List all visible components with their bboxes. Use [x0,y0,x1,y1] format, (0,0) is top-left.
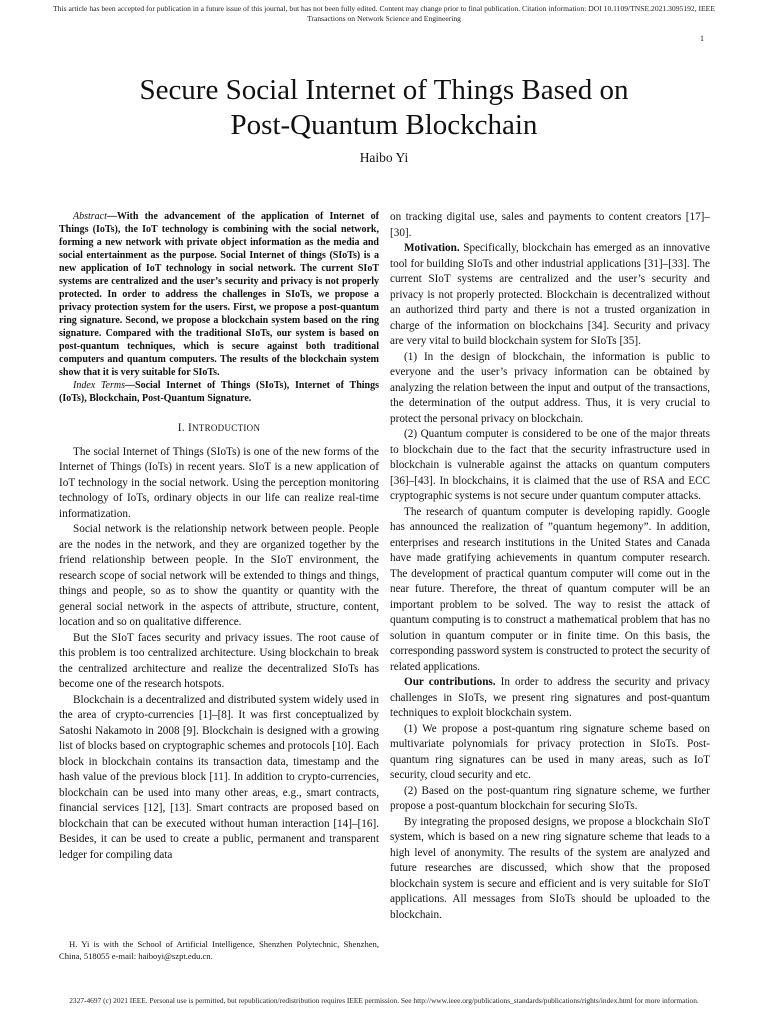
section-title: NTRODUCTION [191,423,261,433]
index-terms-label: Index Terms [73,380,126,391]
abstract-label: Abstract [73,211,107,222]
abstract-text: —With the advancement of the application of Internet of Things (IoTs), the IoT technology is combining with the social network, forming a new network with private object information as the media and social entertainment as the purpose. Social Internet of things (SIoTs) is a new application of IoT technology in social network. The current SIoT systems are centralized and the user’s security and privacy is not properly protected. In order to address the challenges in SIoTs, we propose a privacy protection system for the users. First, we propose a post-quantum ring signature. Second, we propose a blockchain system based on the ring signature. Compared with the traditional SIoTs, our system is based on post-quantum techniques, which is secure against both traditional computers and quantum computers. The results of the blockchain system show that it is very suitable for SIoTs. [59,211,379,378]
continued-paragraph: on tracking digital use, sales and payments to content creators [17]–[30]. [390,211,710,239]
contribution-1: (1) We propose a post-quantum ring signature scheme based on multivariate polynomials for privacy protection in SIoTs. Post-quantum ring signatures can be used in many areas, such as IoT security, cloud security and etc. [390,722,710,781]
motivation-point-1: (1) In the design of blockchain, the information is public to everyone and the user’s privacy information can be obtained by analyzing the relation between the input and output of the transactions, the determination of the output address. Thus, it is very crucial to protect the personal privacy on blockchain. [390,350,710,425]
contribution-2: (2) Based on the post-quantum ring signature scheme, we further propose a post-quantum blockchain for securing SIoTs. [390,784,710,812]
contributions-text: In order to address the security and privacy challenges in SIoTs, we present ring signatures and post-quantum techniques to exploit blockchain system. [390,676,710,719]
title-line-2: Post-Quantum Blockchain [230,109,538,141]
intro-paragraph-1: The social Internet of Things (SIoTs) is one of the new forms of the Internet of Things (IoTs) in recent years. SIoT is a new application of IoT technology in the social network. Using the perception monitoring technology of IoTs, ordinary objects in our life can realize real-time informatization. [59,445,379,520]
paper-title [0,73,768,143]
author-footnote: H. Yi is with the School of Artificial Intelligence, Shenzhen Polytechnic, Shenzhen, China, 518055 e-mail: haiboyi@szpt.edu.cn. [59,939,379,961]
acceptance-notice-line1: This article has been accepted for publication in a future issue of this journal, but has not been fully edited. Content may change prior to final publication. Citation information: DOI 10.1109/TNSE.2021.3095192, IEEE [53,4,715,13]
copyright-notice: 2327-4697 (c) 2021 IEEE. Personal use is permitted, but republication/redistribution requires IEEE permission. See http://www.ieee.org/publications_standards/publications/rights/index.html for more information. [69,996,699,1005]
page-number: 1 [700,34,704,43]
contributions-paragraph [390,675,710,722]
section-number: I. I [177,422,192,434]
contributions-label: Our contributions. [404,676,496,688]
intro-paragraph-2: Social network is the relationship network between people. People are the nodes in the network, and they are organized together by the friend relationship between people. In the SIoT environment, the research scope of social network will be extended to things and things, things and people, so as to show the quantity or quantity with the general social network in the aspects of attribute, structure, content, location and so on qualitative difference. [59,523,379,628]
title-line-1: Secure Social Internet of Things Based on [139,74,629,106]
abstract [59,210,379,379]
acceptance-notice [0,4,768,24]
index-terms [59,379,379,405]
motivation-paragraph [390,241,710,350]
motivation-point-2: (2) Quantum computer is considered to be one of the major threats to blockchain due to the fact that the security infrastructure used in blockchain is vulnerable against the attacks on quantum computers [36]–[43]. In blockchains, it is claimed that the use of RSA and ECC cryptographic systems is not secure under quantum computer attacks. [390,428,710,502]
quantum-research-paragraph: The research of quantum computer is developing rapidly. Google has announced the realization of ”quantum hegemony”. In addition, enterprises and research institutions in the United States and Canada have made gratifying achievements in quantum computer research. The development of practical quantum computer will come out in the near future. Therefore, the threat of quantum computer will be an important problem to be solved. The way to resist the attack of quantum computing is to construct a mathematical problem that has no solution in quantum computer or in finite time. On this basis, the corresponding password system is constructed to protect the security of related applications. [390,505,710,673]
section-heading-introduction [59,421,379,437]
index-terms-text: —Social Internet of Things (SIoTs), Internet of Things (IoTs), Blockchain, Post-Quantum Signature. [59,380,379,404]
intro-paragraph-3: But the SIoT faces security and privacy issues. The root cause of this problem is too centralized architecture. Using blockchain to break the centralized architecture and realize the decentralized SIoTs has become one of the research hotspots. [59,631,379,690]
right-column [390,210,710,923]
left-column [59,210,379,863]
motivation-label: Motivation. [404,242,460,254]
summary-paragraph: By integrating the proposed designs, we propose a blockchain SIoT system, which is based on a new ring signature scheme that leads to a high level of anonymity. The results of the system are analyzed and future researches are discussed, which show that the proposed blockchain system is secure and efficient and is very suitable for SIoT applications. All messages from SIoTs should be uploaded to the blockchain. [390,815,710,921]
acceptance-notice-line2: Transactions on Network Science and Engineering [307,14,461,23]
author-name: Haibo Yi [359,150,409,165]
motivation-text: Specifically, blockchain has emerged as an innovative tool for building SIoTs and other industrial applications [31]–[33]. The current SIoT systems are centralized and the user’s security and privacy is not properly protected. Blockchain is decentralized without an authorized third party and there is not a trusted organization in charge of the information on blockchains [34]. Security and privacy are very vital to build blockchain system for SIoTs [35]. [390,242,710,347]
intro-paragraph-4: Blockchain is a decentralized and distributed system widely used in the area of crypto-currencies [1]–[8]. It was first conceptualized by Satoshi Nakamoto in 2008 [9]. Blockchain is designed with a growing list of blocks based on cryptographic schemes and protocols [10]. Each block in blockchain contains its transaction data, timestamp and the hash value of the previous block [11]. In addition to crypto-currencies, blockchain can be used into many other areas, e.g., smart contracts, financial services [12], [13]. Smart contracts are proposed based on blockchain that can be executed without human interaction [14]–[16]. Besides, it can be used to create a public, permanent and transparent ledger for compiling data [59,693,379,861]
